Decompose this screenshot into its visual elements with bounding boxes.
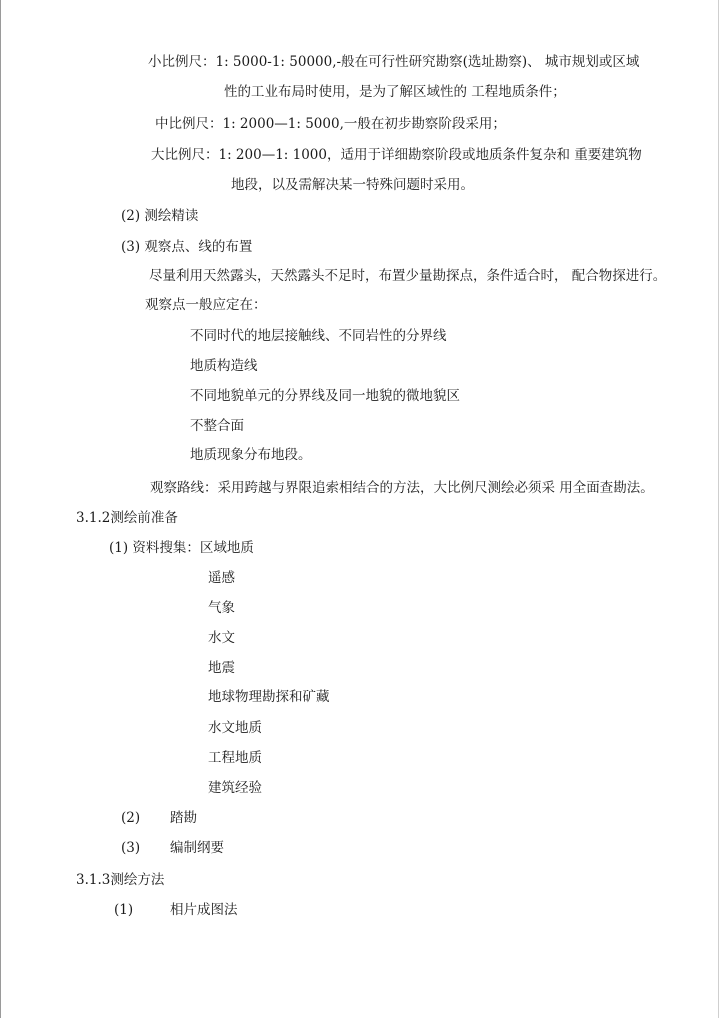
photo-mapping-label: 相片成图法 (170, 902, 238, 918)
photo-mapping-number: (1) (114, 902, 134, 918)
observation-point: 不同地貌单元的分界线及同一地貌的微地貌区 (190, 388, 460, 404)
small-scale-line-1: 小比例尺：1: 5000-1: 50000,-般在可行性研究勘察(选址勘察)、 城市规划或区域 (148, 54, 640, 70)
section-heading-3-1-3: 3.1.3测绘方法 (76, 872, 165, 888)
material-item: 地震 (208, 660, 235, 676)
item-observation-layout: (3) 观察点、线的布置 (121, 239, 253, 255)
observation-intro: 尽量利用天然露头，天然露头不足时，布置少量勘探点，条件适合时， 配合物探进行。 (149, 268, 667, 284)
large-scale-line-2: 地段，以及需解决某一特殊问题时采用。 (231, 177, 474, 193)
page-right-edge (718, 0, 719, 1018)
observation-point: 不整合面 (190, 418, 244, 434)
observation-should-be: 观察点一般应定在： (145, 297, 267, 313)
material-item: 建筑经验 (208, 780, 262, 796)
item-mapping-precision: (2) 测绘精读 (121, 208, 199, 224)
section-heading-3-1-2: 3.1.2测绘前准备 (76, 510, 178, 526)
material-item: 地球物理勘探和矿藏 (208, 689, 330, 705)
observation-point: 地质构造线 (190, 358, 258, 374)
small-scale-line-2: 性的工业布局时使用，是为了解区域性的 工程地质条件； (224, 84, 566, 100)
reconnaissance-label: 踏勘 (170, 810, 197, 826)
observation-point: 不同时代的地层接触线、不同岩性的分界线 (190, 328, 447, 344)
reconnaissance-number: (2) (121, 810, 141, 826)
page-left-edge (0, 0, 1, 1018)
material-item: 水文地质 (208, 720, 262, 736)
outline-number: (3) (121, 840, 141, 856)
medium-scale-line: 中比例尺：1: 2000—1: 5000,一般在初步勘察阶段采用； (155, 116, 506, 132)
observation-route: 观察路线：采用跨越与界限追索相结合的方法，大比例尺测绘必须采 用全面查勘法。 (150, 480, 654, 496)
material-item: 气象 (208, 600, 235, 616)
material-item: 遥感 (208, 570, 235, 586)
large-scale-line-1: 大比例尺：1: 200—1: 1000，适用于详细勘察阶段或地质条件复杂和 重要建筑物 (151, 147, 642, 163)
observation-point: 地质现象分布地段。 (190, 447, 312, 463)
material-item: 水文 (208, 630, 235, 646)
data-collection-heading: (1) 资料搜集：区域地质 (109, 540, 254, 556)
outline-label: 编制纲要 (170, 840, 224, 856)
material-item: 工程地质 (208, 750, 262, 766)
